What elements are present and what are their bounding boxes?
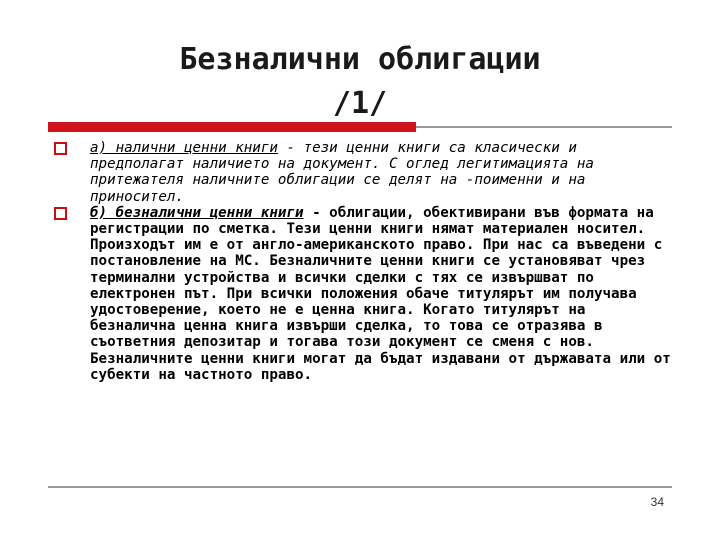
title-accent-bar [48, 122, 416, 132]
title-line-1: Безналични облигации [179, 42, 541, 77]
bullet-item-1 [54, 140, 674, 205]
bullet-2-text: - облигации, обективирани във формата на регистрации по сметка. Тези ценни книги нямат материален носител. Произходът им е от англо-американското право. При нас са въведени с постановление на МС. Безналичните ценни книги се установяват чрез терминални устройства и всички сделки с тях се извършват по електронен път. При всички положения обаче титулярът им получава удостоверение, което не е ценна книга. Когато титулярът на безналична ценна книга извърши сделка, то това се отразява в съответния депозитар и тогава този документ се сменя с нов. Безналичните ценни книги могат да бъдат издавани от държавата или от субекти на частното право. [90, 204, 671, 383]
bullet-item-2 [54, 205, 674, 383]
bullet-2-lead: б) безналични ценни книги [90, 204, 304, 221]
bullet-1-text: - тези ценни книги са класически и предполагат наличието на документ. С оглед легитимацията на притежателя наличните облигации се делят на -поименни и на приносител. [90, 140, 594, 205]
title-line-2: /1/ [332, 86, 388, 121]
bullet-1-lead: а) налични ценни книги [90, 140, 278, 156]
square-bullet-icon [54, 207, 67, 220]
bullet-list [54, 140, 674, 383]
footer-rule [48, 486, 672, 488]
page-number: 34 [650, 495, 664, 509]
slide-title [60, 38, 660, 126]
square-bullet-icon [54, 142, 67, 155]
